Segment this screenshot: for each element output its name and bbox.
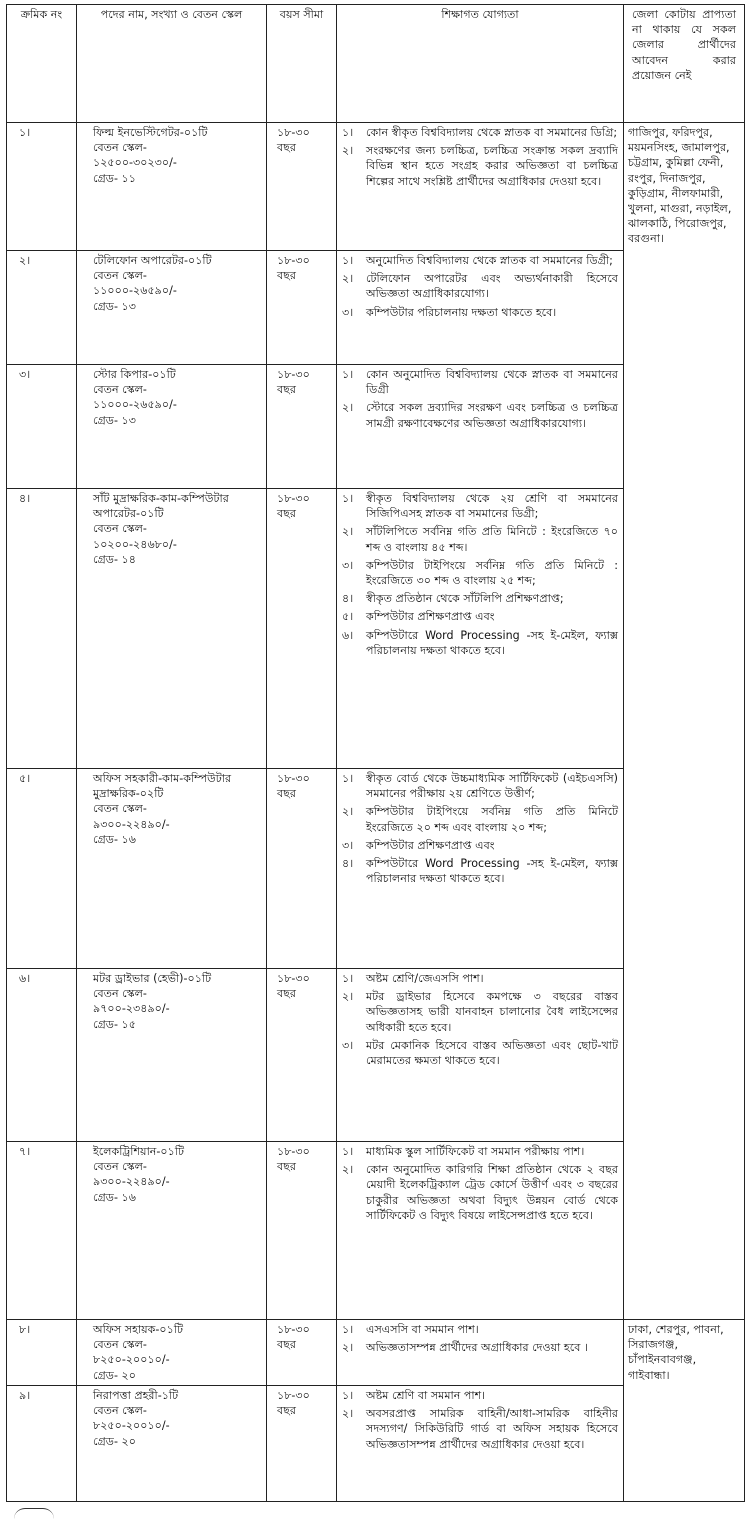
qualification-item xyxy=(342,1144,618,1159)
district-list-group-1: গাজিপুর, ফরিদপুর, ময়মনসিংহ, জামালপুর, চট্টগ্রাম, কুমিল্লা ফেনী, রংপুর, দিনাজপুর, কুড়িগ্রাম, নীলফামারী, খুলনা, মাগুরা, নড়াইল, ঝালকাঠি, পিরোজপুর, বরগুনা। xyxy=(624,123,745,1320)
qualification-number: ৩। xyxy=(342,838,354,852)
qualification-text: অবসরপ্রাপ্ত সামরিক বাহিনী/আধা-সামরিক বাহিনীর সদস্যগণ/ সিকিউরিটি গার্ড বা অফিস সহায়ক হিসেবে অভিজ্ঞতাসম্পন্ন প্রার্থীদের অগ্রাধিকার দেওয়া হবে। xyxy=(366,1407,618,1451)
qualification-text: কম্পিউটার প্রশিক্ষণপ্রাপ্ত এবং xyxy=(366,838,495,852)
header-serial: ক্রমিক নং xyxy=(7,5,77,123)
age-cell xyxy=(267,123,337,251)
header-qualification: শিক্ষাগত যোগ্যতা xyxy=(337,5,624,123)
serial-cell: ৫। xyxy=(7,769,77,969)
qualification-text: কম্পিউটার পরিচালনায় দক্ষতা থাকতে হবে। xyxy=(366,305,557,319)
qualification-text: সংরক্ষণের জন্য চলচ্চিত্র, চলচ্চিত্র সংক্রান্ত সকল দ্রব্যাদি বিভিন্ন স্থান হতে সংগ্রহ করার অভিজ্ঞতা বা চলচ্চিত্র শিল্পের সাথে সংশ্লিষ্ট প্রার্থীদের অগ্রাধিকার দেওয়া হবে। xyxy=(366,144,618,188)
age-cell xyxy=(267,489,337,769)
qualification-text: স্টোরে সকল দ্রব্যাদির সংরক্ষণ এবং চলচ্চিত্র ও চলচ্চিত্র সামগ্রী রক্ষণাবেক্ষণের অভিজ্ঞতা অগ্রাধিকারযোগ্য। xyxy=(366,401,618,430)
qualification-item xyxy=(342,989,618,1035)
post-title: সাঁট মুদ্রাক্ষরিক-কাম-কম্পিউটার অপারেটর-০১টি xyxy=(93,492,229,521)
qualification-number: ১। xyxy=(342,492,354,505)
post-cell xyxy=(77,1320,267,1386)
qualification-item xyxy=(342,1340,618,1355)
qualification-number: ৩। xyxy=(342,305,354,319)
qualification-number: ২। xyxy=(342,805,354,819)
qualification-number: ১। xyxy=(342,772,354,785)
qualification-cell xyxy=(337,489,624,769)
pay-scale-label: বেতন স্কেল- xyxy=(93,1338,147,1352)
post-title: মটর ড্রাইভার (হেভী)-০১টি xyxy=(93,972,212,985)
qualification-text: মটর মেকানিক হিসেবে বাস্তব অভিজ্ঞতা এবং ছোট-খাট মেরামতের ক্ষমতা থাকতে হবে। xyxy=(366,1038,618,1068)
qualification-text: স্বীকৃত প্রতিষ্ঠান থেকে সাঁটলিপি প্রশিক্ষণপ্রাপ্ত; xyxy=(366,592,564,606)
qualification-number: ১। xyxy=(342,1145,354,1158)
serial-cell: ৩। xyxy=(7,365,77,489)
qualification-number: ২। xyxy=(342,1163,354,1177)
serial-cell: ৮। xyxy=(7,1320,77,1386)
qualification-text: মটর ড্রাইভার হিসেবে কমপক্ষে ৩ বছরের বাস্তব অভিজ্ঞতাসহ ভারী যানবাহন চালানোর বৈধ লাইসেন্সের অধিকারী হতে হবে। xyxy=(366,990,618,1034)
qualification-item xyxy=(342,1038,618,1068)
qualification-number: ২। xyxy=(342,144,354,158)
qualification-number: ৫। xyxy=(342,610,354,624)
post-cell xyxy=(77,123,267,251)
qualification-item xyxy=(342,628,618,658)
pay-scale-value: ৮২৫০-২০০১০/- xyxy=(93,1419,170,1433)
grade: গ্রেড- ১৬ xyxy=(93,1190,136,1204)
qualification-item xyxy=(342,524,618,554)
post-cell xyxy=(77,489,267,769)
qualification-item xyxy=(342,1322,618,1337)
post-title: ইলেকট্রিশিয়ান-০১টি xyxy=(93,1145,185,1158)
qualification-cell xyxy=(337,1142,624,1320)
post-title: অফিস সহায়ক-০১টি xyxy=(93,1323,184,1336)
qualification-item xyxy=(342,253,618,268)
qualification-text: কোন অনুমোদিত কারিগরি শিক্ষা প্রতিষ্ঠান থেকে ২ বছর মেয়াদী ইলেকট্রিক্যাল ট্রেড কোর্সে উত্তীর্ণ এবং ৩ বছরের চাকুরীর অভিজ্ঞতা অথবা বিদ্যুৎ উন্নয়ন বোর্ড থেকে সার্টিফিকেট ও বিদ্যুৎ বিষয়ে লাইসেন্সপ্রাপ্ত হতে হবে। xyxy=(366,1163,618,1222)
age-unit: বছর xyxy=(277,507,296,521)
grade: গ্রেড- ১১ xyxy=(93,171,136,185)
age-cell xyxy=(267,251,337,365)
qualification-cell xyxy=(337,769,624,969)
table-header-row xyxy=(7,5,745,123)
job-circular-table xyxy=(6,4,745,1502)
serial-cell: ৬। xyxy=(7,969,77,1142)
age-unit: বছর xyxy=(277,987,296,1001)
grade: গ্রেড- ২০ xyxy=(93,1368,136,1382)
qualification-item xyxy=(342,558,618,588)
qualification-text: কম্পিউটারে Word Processing -সহ ই-মেইল, ফ্যাক্স পরিচালনার দক্ষতা থাকতে হবে। xyxy=(366,857,618,886)
qualification-item xyxy=(342,143,618,189)
qualification-cell xyxy=(337,969,624,1142)
grade: গ্রেড- ২০ xyxy=(93,1434,136,1448)
qualification-item xyxy=(342,804,618,834)
qualification-number: ১। xyxy=(342,254,354,267)
pay-scale-label: বেতন স্কেল- xyxy=(93,383,147,397)
age-range: ১৮-৩০ xyxy=(277,254,310,267)
qualification-text: অষ্টম শ্রেণি বা সমমান পাশ। xyxy=(366,1389,486,1402)
qualification-cell xyxy=(337,251,624,365)
age-range: ১৮-৩০ xyxy=(277,1323,310,1336)
qualification-number: ২। xyxy=(342,272,354,286)
pay-scale-label: বেতন স্কেল- xyxy=(93,522,147,536)
age-range: ১৮-৩০ xyxy=(277,492,310,505)
pay-scale-label: বেতন স্কেল- xyxy=(93,802,147,816)
qualification-number: ২। xyxy=(342,1341,354,1355)
pay-scale-value: ১১০০০-২৬৫৯০/- xyxy=(93,284,177,298)
age-range: ১৮-৩০ xyxy=(277,368,310,381)
qualification-number: ৩। xyxy=(342,1038,354,1052)
pay-scale-label: বেতন স্কেল- xyxy=(93,1160,147,1174)
post-cell xyxy=(77,1386,267,1502)
age-cell xyxy=(267,1142,337,1320)
pay-scale-value: ৯৭০০-২৩৪৯০/- xyxy=(93,1002,170,1016)
qualification-item xyxy=(342,838,618,853)
qualification-item xyxy=(342,367,618,397)
post-cell xyxy=(77,769,267,969)
qualification-number: ১। xyxy=(342,972,354,985)
serial-cell: ১। xyxy=(7,123,77,251)
qualification-text: কম্পিউটার টাইপিংয়ে সর্বনিম্ন গতি প্রতি মিনিটে ইংরেজিতে ২০ শব্দ এবং বাংলায় ২০ শব্দ; xyxy=(366,805,618,834)
age-unit: বছর xyxy=(277,141,296,155)
grade: গ্রেড- ১৩ xyxy=(93,299,136,313)
post-title: স্টোর কিপার-০১টি xyxy=(93,368,176,381)
qualification-number: ৬। xyxy=(342,628,354,642)
pay-scale-value: ১০২০০-২৪৬৮০/- xyxy=(93,537,177,551)
qualification-item xyxy=(342,856,618,886)
age-range: ১৮-৩০ xyxy=(277,1145,310,1158)
qualification-text: কোন অনুমোদিত বিশ্ববিদ্যালয় থেকে স্নাতক বা সমমানের ডিগ্রী xyxy=(366,368,618,397)
age-unit: বছর xyxy=(277,787,296,801)
qualification-number: ১। xyxy=(342,368,354,381)
qualification-cell xyxy=(337,1386,624,1502)
qualification-item xyxy=(342,305,618,320)
qualification-item xyxy=(342,1406,618,1452)
qualification-item xyxy=(342,609,618,624)
table-row xyxy=(7,123,745,251)
qualification-text: অনুমোদিত বিশ্ববিদ্যালয় থেকে স্নাতক বা সমমানের ডিগ্রী; xyxy=(366,254,613,267)
serial-cell: ২। xyxy=(7,251,77,365)
age-unit: বছর xyxy=(277,269,296,283)
pay-scale-value: ৯৩০০-২২৪৯০/- xyxy=(93,1175,170,1189)
age-cell xyxy=(267,365,337,489)
qualification-number: ৩। xyxy=(342,558,354,572)
post-cell xyxy=(77,251,267,365)
age-cell xyxy=(267,1386,337,1502)
district-list-group-2: ঢাকা, শেরপুর, পাবনা, সিরাজগঞ্জ, চাঁপাইনবাবগঞ্জ, গাইবান্ধা। xyxy=(624,1320,745,1502)
grade: গ্রেড- ১৪ xyxy=(93,552,136,566)
pay-scale-value: ১২৫০০-৩০২৩০/- xyxy=(93,156,177,170)
pay-scale-value: ৮২৫০-২০০১০/- xyxy=(93,1353,170,1367)
age-range: ১৮-৩০ xyxy=(277,972,310,985)
age-cell xyxy=(267,1320,337,1386)
post-title: অফিস সহকারী-কাম-কম্পিউটার মুদ্রাক্ষরিক-০২টি xyxy=(93,772,232,801)
qualification-item xyxy=(342,971,618,986)
page-corner-mark xyxy=(14,1508,54,1519)
pay-scale-label: বেতন স্কেল- xyxy=(93,1404,147,1418)
header-districts: জেলা কোটায় প্রাপ্যতা না থাকায় যে সকল জেলার প্রার্থীদের আবেদন করার প্রয়োজন নেই xyxy=(624,5,745,123)
pay-scale-label: বেতন স্কেল- xyxy=(93,141,147,155)
post-cell xyxy=(77,365,267,489)
qualification-number: ২। xyxy=(342,990,354,1004)
serial-cell: ৯। xyxy=(7,1386,77,1502)
age-range: ১৮-৩০ xyxy=(277,772,310,785)
pay-scale-value: ১১০০০-২৬৫৯০/- xyxy=(93,398,177,412)
post-cell xyxy=(77,969,267,1142)
header-post: পদের নাম, সংখ্যা ও বেতন স্কেল xyxy=(77,5,267,123)
age-range: ১৮-৩০ xyxy=(277,126,310,139)
qualification-text: কম্পিউটার প্রশিক্ষণপ্রাপ্ত এবং xyxy=(366,610,495,624)
post-title: নিরাপত্তা প্রহরী-১টি xyxy=(93,1389,179,1402)
table-body xyxy=(7,123,745,1502)
qualification-text: কম্পিউটারে Word Processing -সহ ই-মেইল, ফ্যাক্স পরিচালনায় দক্ষতা থাকতে হবে। xyxy=(366,628,618,657)
qualification-text: এসএসসি বা সমমান পাশ। xyxy=(366,1323,479,1336)
grade: গ্রেড- ১৩ xyxy=(93,413,136,427)
age-unit: বছর xyxy=(277,1160,296,1174)
qualification-item xyxy=(342,125,618,140)
grade: গ্রেড- ১৬ xyxy=(93,832,136,846)
qualification-item xyxy=(342,1162,618,1223)
qualification-number: ২। xyxy=(342,525,354,539)
pay-scale-label: বেতন স্কেল- xyxy=(93,269,147,283)
post-title: ফিল্ম ইনভেস্টিগেটর-০১টি xyxy=(93,126,208,139)
header-age: বয়স সীমা xyxy=(267,5,337,123)
table-row xyxy=(7,1320,745,1386)
age-unit: বছর xyxy=(277,383,296,397)
qualification-text: স্বীকৃত বোর্ড থেকে উচ্চমাধ্যমিক সার্টিফিকেট (এইচএসসি) সমমানের পরীক্ষায় ২য় শ্রেণিতে উত্তীর্ণ; xyxy=(366,772,618,801)
qualification-number: ২। xyxy=(342,401,354,415)
qualification-text: অষ্টম শ্রেণি/জেএসসি পাশ। xyxy=(366,972,484,985)
qualification-cell xyxy=(337,123,624,251)
serial-cell: ৪। xyxy=(7,489,77,769)
qualification-item xyxy=(342,1388,618,1403)
qualification-number: ৪। xyxy=(342,592,354,606)
qualification-item xyxy=(342,591,618,606)
pay-scale-label: বেতন স্কেল- xyxy=(93,987,147,1001)
qualification-item xyxy=(342,271,618,301)
qualification-number: ১। xyxy=(342,126,354,139)
qualification-item xyxy=(342,400,618,430)
serial-cell: ৭। xyxy=(7,1142,77,1320)
pay-scale-value: ৯৩০০-২২৪৯০/- xyxy=(93,817,170,831)
age-range: ১৮-৩০ xyxy=(277,1389,310,1402)
qualification-text: মাধ্যমিক স্কুল সার্টিফিকেট বা সমমান পরীক্ষায় পাশ। xyxy=(366,1145,585,1158)
post-title: টেলিফোন অপারেটর-০১টি xyxy=(93,254,212,267)
qualification-number: ৪। xyxy=(342,857,354,871)
age-unit: বছর xyxy=(277,1338,296,1352)
post-cell xyxy=(77,1142,267,1320)
qualification-cell xyxy=(337,365,624,489)
qualification-item xyxy=(342,771,618,801)
grade: গ্রেড- ১৫ xyxy=(93,1017,136,1031)
age-cell xyxy=(267,969,337,1142)
qualification-text: অভিজ্ঞতাসম্পন্ন প্রার্থীদের অগ্রাধিকার দেওয়া হবে । xyxy=(366,1341,588,1355)
qualification-text: কম্পিউটার টাইপিংয়ে সর্বনিম্ন গতি প্রতি মিনিটে : ইংরেজিতে ৩০ শব্দ ও বাংলায় ২৫ শব্দ; xyxy=(366,558,618,588)
qualification-text: কোন স্বীকৃত বিশ্ববিদ্যালয় থেকে স্নাতক বা সমমানের ডিগ্রি; xyxy=(366,126,618,139)
qualification-text: স্বীকৃত বিশ্ববিদ্যালয় থেকে ২য় শ্রেণি বা সমমানের সিজিপিএসহ স্নাতক বা সমমানের ডিগ্রী; xyxy=(366,492,618,521)
qualification-text: টেলিফোন অপারেটর এবং অভ্যর্থনাকারী হিসেবে অভিজ্ঞতা অগ্রাধিকারযোগ্য। xyxy=(366,272,618,301)
age-cell xyxy=(267,769,337,969)
age-unit: বছর xyxy=(277,1404,296,1418)
qualification-cell xyxy=(337,1320,624,1386)
qualification-item xyxy=(342,491,618,521)
qualification-text: সাঁটলিপিতে সর্বনিম্ন গতি প্রতি মিনিটে : ইংরেজিতে ৭০ শব্দ ও বাংলায় ৪৫ শব্দ। xyxy=(366,525,618,554)
qualification-number: ১। xyxy=(342,1389,354,1402)
qualification-number: ১। xyxy=(342,1323,354,1336)
qualification-number: ২। xyxy=(342,1407,354,1421)
